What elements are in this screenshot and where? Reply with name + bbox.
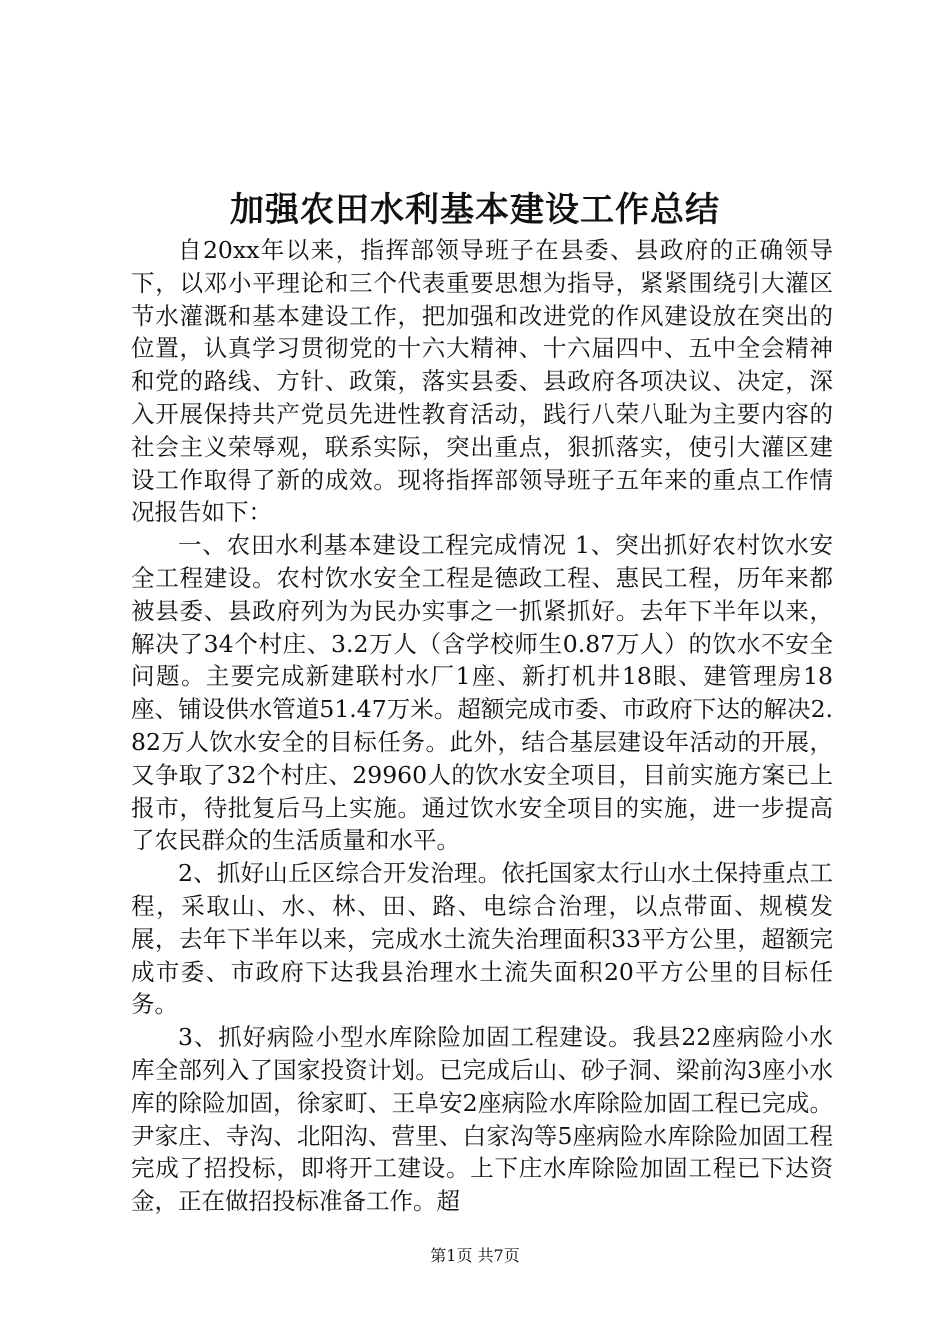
paragraph-section-1: 一、农田水利基本建设工程完成情况 1、突出抓好农村饮水安全工程建设。农村饮水安全工程是德政工程、惠民工程，历年来都被县委、县政府列为为民办实事之一抓紧抓好。去年下半年以来，解决了34个村庄、3.2万人（含学校师生0.87万人）的饮水不安全问题。主要完成新建联村水厂1座、新打机井18眼、建管理房18座、铺设供水管道51.47万米。超额完成市委、市政府下达的解决2.82万人饮水安全的目标任务。此外，结合基层建设年活动的开展，又争取了32个村庄、29960人的饮水安全项目，目前实施方案已上报市，待批复后马上实施。通过饮水安全项目的实施，进一步提高了农民群众的生活质量和水平。 [131,531,833,855]
document-body [131,234,833,1218]
paragraph-intro: 自20xx年以来，指挥部领导班子在县委、县政府的正确领导下，以邓小平理论和三个代表重要思想为指导，紧紧围绕引大灌区节水灌溉和基本建设工作，把加强和改进党的作风建设放在突出的位置，认真学习贯彻党的十六大精神、十六届四中、五中全会精神和党的路线、方针、政策，落实县委、县政府各项决议、决定，深入开展保持共产党员先进性教育活动，践行八荣八耻为主要内容的社会主义荣辱观，联系实际，突出重点，狠抓落实，使引大灌区建设工作取得了新的成效。现将指挥部领导班子五年来的重点工作情况报告如下： [131,236,833,527]
document-title: 加强农田水利基本建设工作总结 [230,190,720,230]
paragraph-section-2: 2、抓好山丘区综合开发治理。依托国家太行山水土保持重点工程，采取山、水、林、田、路、电综合治理，以点带面、规模发展，去年下半年以来，完成水土流失治理面积33平方公里，超额完成市委、市政府下达我县治理水土流失面积20平方公里的目标任务。 [131,859,833,1019]
page-footer: 第1页 共7页 [430,1246,520,1265]
paragraph-section-3: 3、抓好病险小型水库除险加固工程建设。我县22座病险小水库全部列入了国家投资计划。已完成后山、砂子洞、梁前沟3座小水库的除险加固，徐家町、王阜安2座病险水库除险加固工程已完成。尹家庄、寺沟、北阳沟、营里、白家沟等5座病险水库除险加固工程完成了招投标，即将开工建设。上下庄水库除险加固工程已下达资金，正在做招投标准备工作。超 [131,1023,833,1216]
